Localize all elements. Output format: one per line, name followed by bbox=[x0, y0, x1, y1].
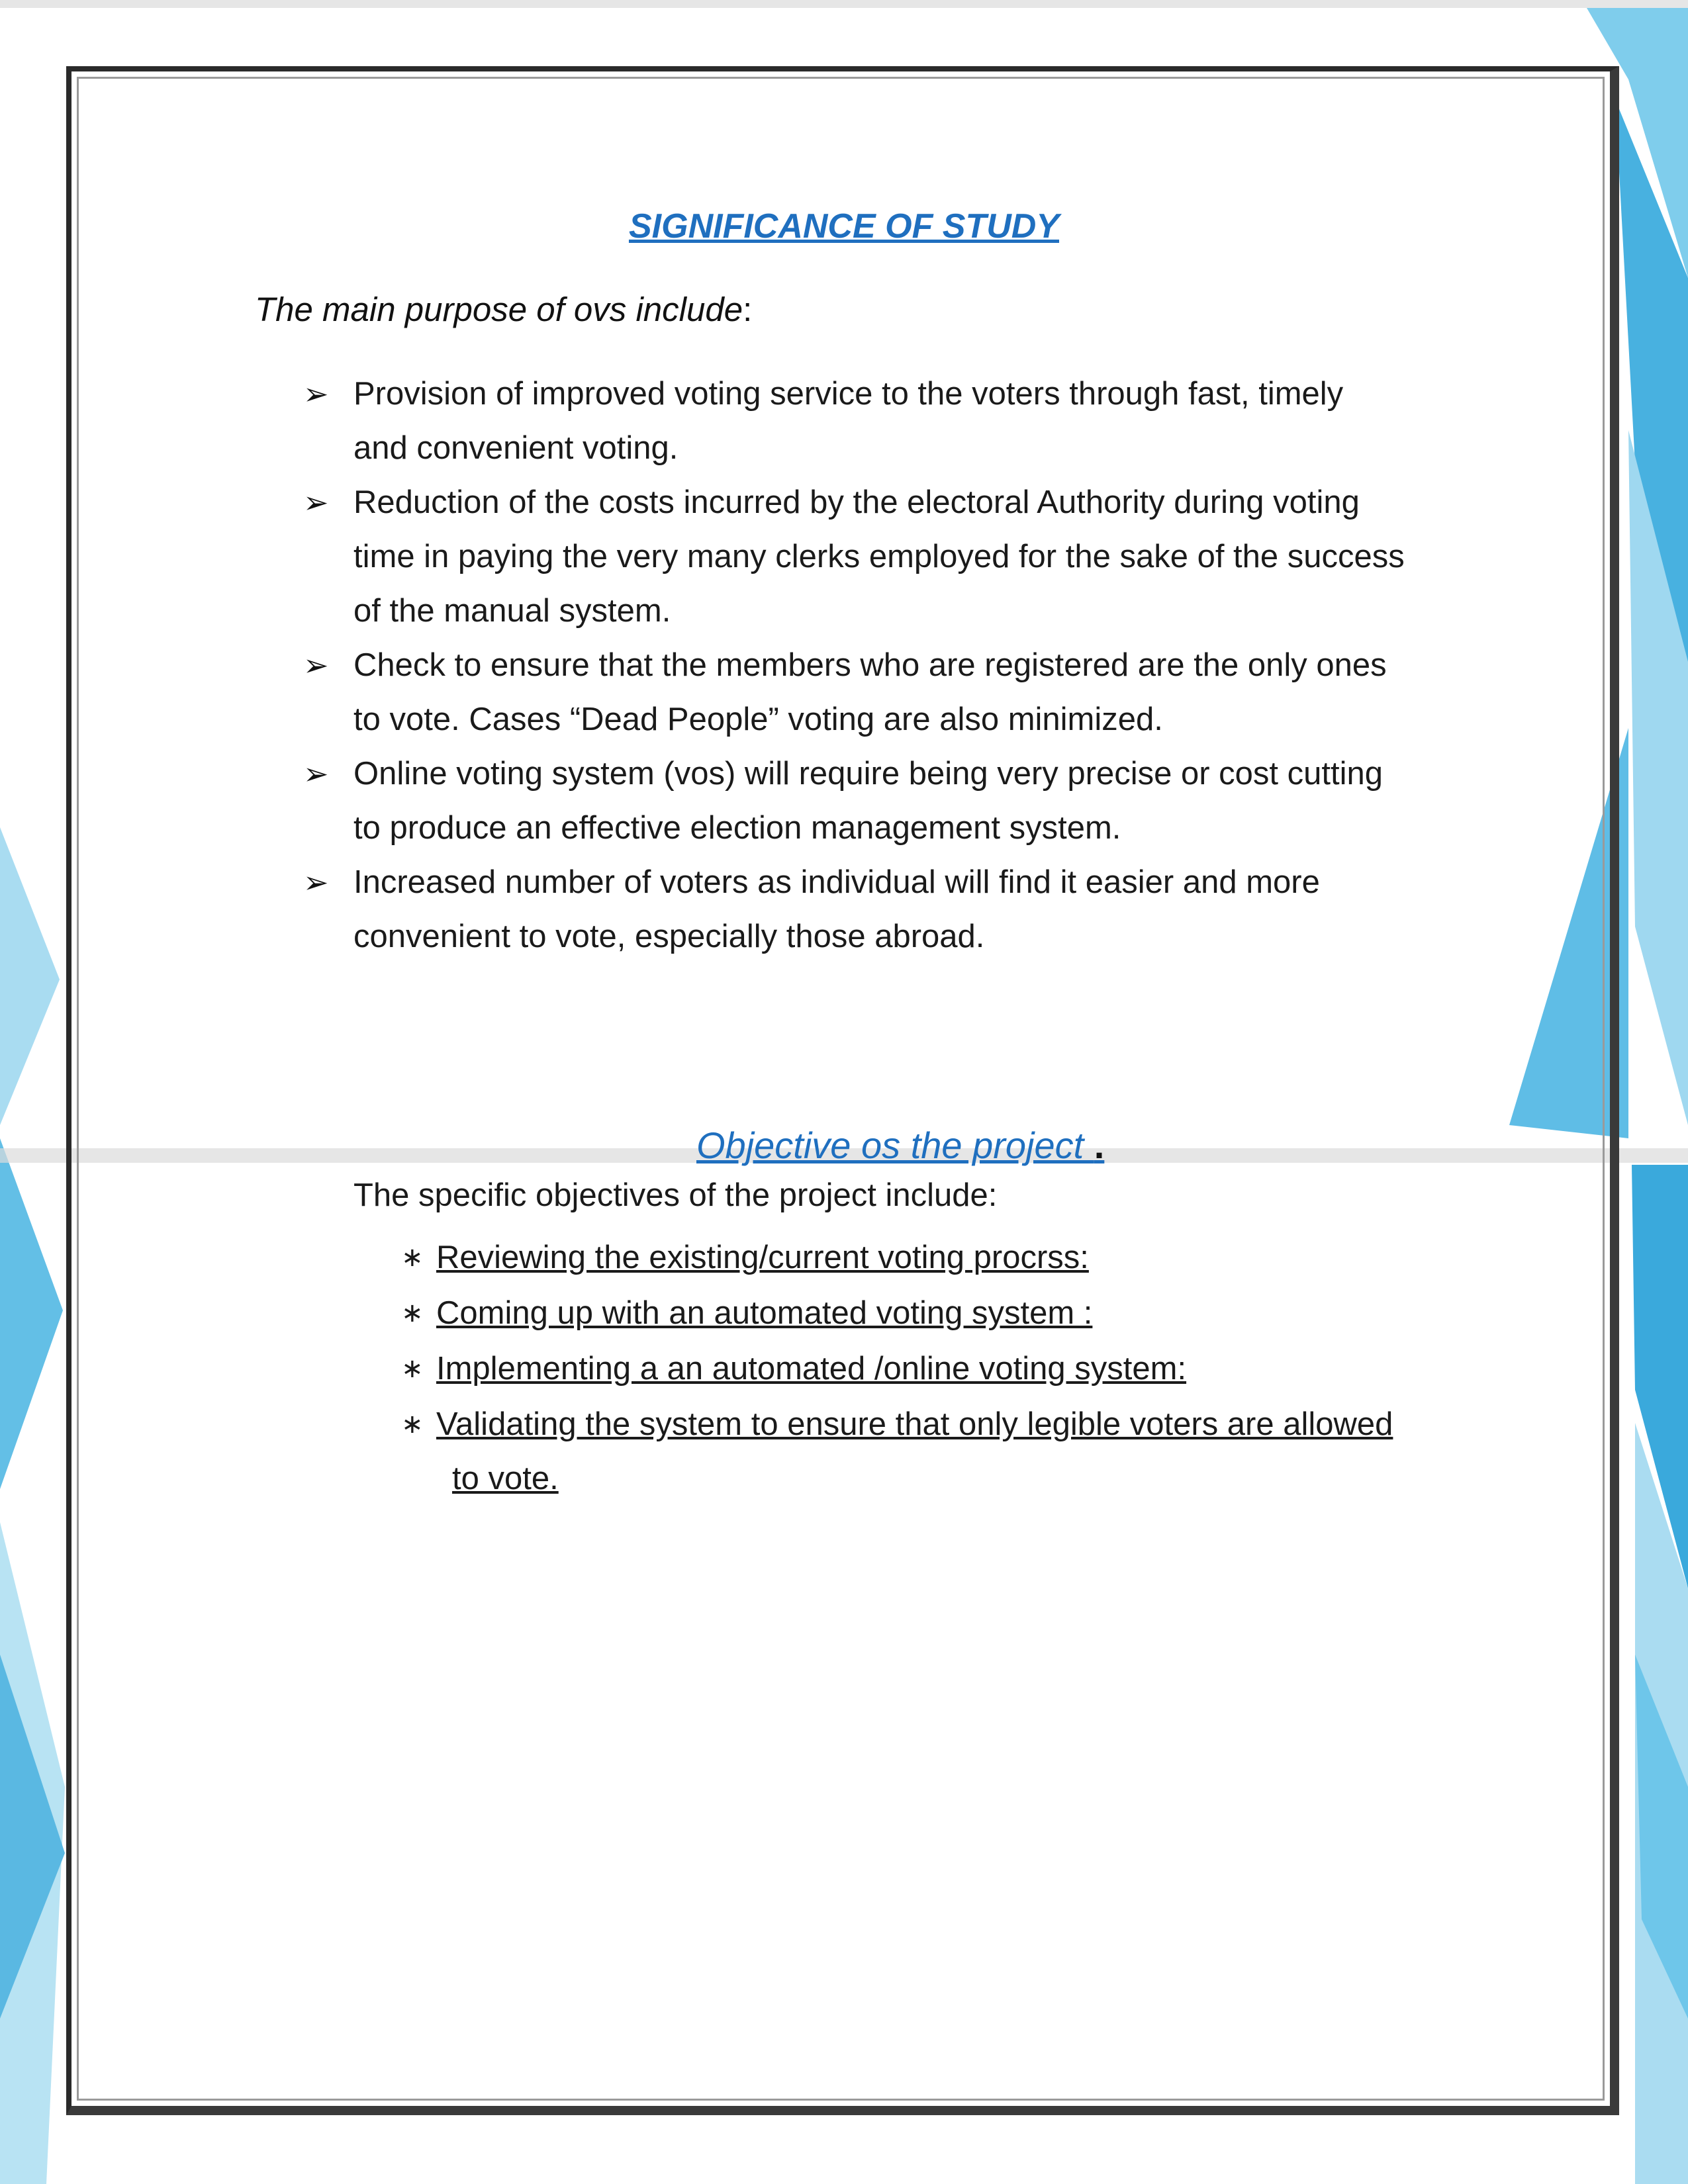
purpose-item-line: and convenient voting. bbox=[353, 430, 679, 466]
asterisk-bullet-icon: ∗ bbox=[401, 1409, 424, 1439]
arrow-bullet-icon: ➢ bbox=[303, 756, 329, 791]
arrow-bullet-icon: ➢ bbox=[303, 485, 329, 520]
arrow-bullet-icon: ➢ bbox=[303, 648, 329, 682]
purpose-item-line: convenient to vote, especially those abroad. bbox=[353, 919, 985, 954]
objectives-list bbox=[401, 1230, 1526, 1505]
asterisk-bullet-icon: ∗ bbox=[401, 1353, 424, 1384]
purpose-item-line: Reduction of the costs incurred by the electoral Authority during voting bbox=[353, 484, 1360, 520]
purpose-item-line: time in paying the very many clerks employed for the sake of the success bbox=[353, 539, 1405, 574]
arrow-bullet-icon: ➢ bbox=[303, 377, 329, 411]
objective-item bbox=[401, 1341, 1526, 1396]
purpose-list bbox=[303, 367, 1495, 964]
purpose-item-line: Increased number of voters as individual will find it easier and more bbox=[353, 864, 1320, 900]
purpose-intro-colon: : bbox=[743, 291, 753, 328]
objective-item-continuation: to vote. bbox=[452, 1461, 559, 1496]
objective-item bbox=[401, 1396, 1526, 1505]
objectives-heading bbox=[696, 1124, 1104, 1167]
purpose-item bbox=[303, 367, 1495, 475]
objective-item-text: Coming up with an automated voting system : bbox=[436, 1295, 1093, 1331]
purpose-item-line: Online voting system (vos) will require being very precise or cost cutting bbox=[353, 756, 1383, 792]
objective-item-text: Validating the system to ensure that only legible voters are allowed bbox=[436, 1406, 1393, 1442]
objective-item-text: Reviewing the existing/current voting procrss: bbox=[436, 1240, 1089, 1275]
significance-heading: SIGNIFICANCE OF STUDY bbox=[628, 207, 1060, 246]
purpose-item-line: to vote. Cases “Dead People” voting are also minimized. bbox=[353, 702, 1163, 737]
purpose-item bbox=[303, 638, 1495, 747]
objectives-heading-text: Objective os the project bbox=[696, 1124, 1094, 1166]
arrow-bullet-icon: ➢ bbox=[303, 865, 329, 899]
purpose-item-line: to produce an effective election management system. bbox=[353, 810, 1121, 846]
purpose-item bbox=[303, 855, 1495, 964]
objective-item bbox=[401, 1230, 1526, 1285]
objectives-intro: The specific objectives of the project include: bbox=[353, 1177, 998, 1213]
purpose-item-line: Check to ensure that the members who are registered are the only ones bbox=[353, 647, 1387, 683]
objective-item bbox=[401, 1285, 1526, 1341]
purpose-item bbox=[303, 475, 1495, 638]
asterisk-bullet-icon: ∗ bbox=[401, 1242, 424, 1273]
purpose-intro bbox=[255, 290, 752, 329]
purpose-item-line: Provision of improved voting service to the voters through fast, timely bbox=[353, 376, 1344, 412]
purpose-intro-text: The main purpose of ovs include bbox=[255, 291, 743, 328]
asterisk-bullet-icon: ∗ bbox=[401, 1298, 424, 1328]
purpose-item-line: of the manual system. bbox=[353, 593, 671, 629]
purpose-item bbox=[303, 747, 1495, 855]
objective-item-text: Implementing a an automated /online voting system: bbox=[436, 1351, 1187, 1387]
objectives-heading-dot: . bbox=[1094, 1124, 1105, 1166]
